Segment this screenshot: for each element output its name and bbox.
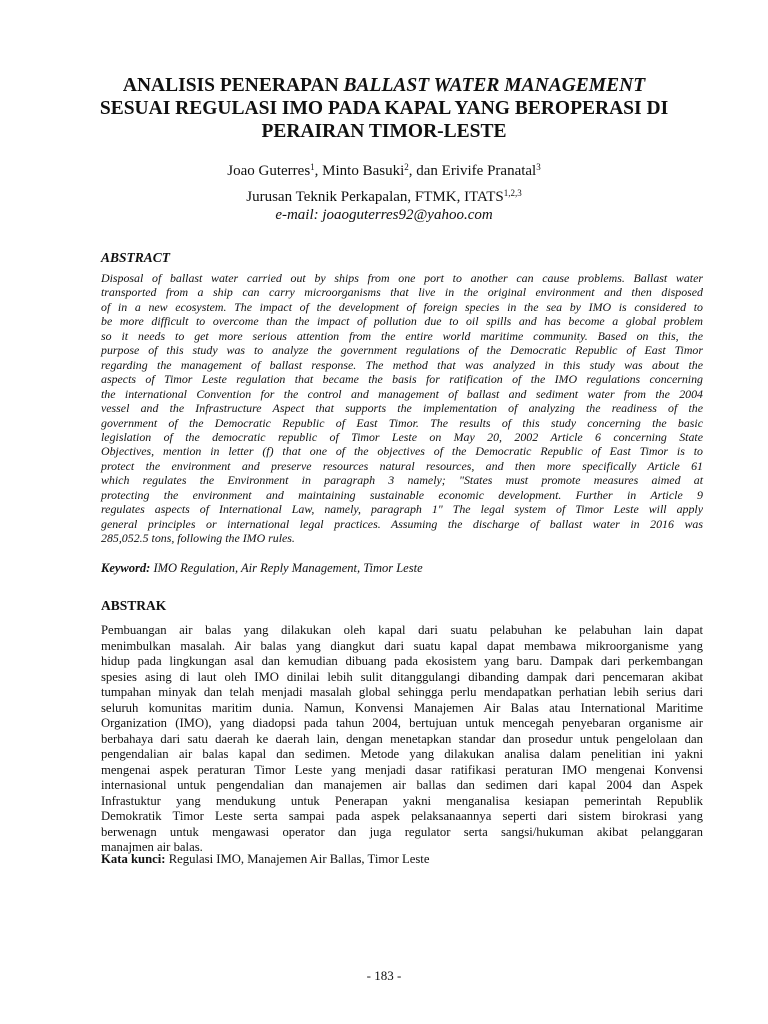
abstrak-line: spesies asing di laut oleh IMO dinilai lebih sulit ditanggulangi dibanding dampak dari pencemaran akibat bbox=[101, 669, 703, 684]
title-line-2: SESUAI REGULASI IMO PADA KAPAL YANG BEROPERASI DI bbox=[99, 98, 669, 119]
title-line-1-italic: BALLAST WATER MANAGEMENT bbox=[343, 75, 646, 96]
abstract-line: regarding the management of ballast response. The method that was analyzed in this study was about the bbox=[101, 357, 703, 372]
abstract-line: Disposal of ballast water carried out by ships from one port to another can cause problems. Ballast water bbox=[101, 271, 703, 285]
abstract-line: so it needs to get more serious attention from the entire world maritime community. Based on this, the bbox=[101, 328, 703, 343]
affiliation-text: Jurusan Teknik Perkapalan, FTMK, ITATS bbox=[246, 189, 504, 205]
kata-kunci-label: Kata kunci: bbox=[101, 852, 166, 866]
author-email: e-mail: joaoguterres92@yahoo.com bbox=[275, 207, 493, 223]
abstract-line: be more difficult to overcome than the impact of pollution due to oil spills and has become a global problem bbox=[101, 314, 703, 329]
abstract-line: legislation of the democratic republic of Timor Leste on May 20, 2002 Article 6 concerning State bbox=[101, 429, 703, 444]
abstrak-line: pengendalian air balas kapal dan sedimen. Metode yang dilakukan analisa dalam penelitian ini yakni bbox=[101, 747, 703, 761]
abstrak-line: internasional untuk pengendalian dan manajemen air ballas dan sedimen dari kapal 2004 dan Aspek bbox=[101, 778, 703, 792]
page-number: - 183 - bbox=[366, 968, 402, 983]
abstract-line: general principles or international legal practices. Assuming the discharge of ballast water in 2016 was bbox=[101, 516, 703, 531]
keyword-value: IMO Regulation, Air Reply Management, Timor Leste bbox=[150, 561, 423, 575]
author-2: , Minto Basuki bbox=[314, 163, 405, 179]
paper-title bbox=[60, 74, 708, 143]
author-list bbox=[0, 162, 768, 180]
title-line-1 bbox=[60, 74, 708, 97]
kata-kunci-value: Regulasi IMO, Manajemen Air Ballas, Timor Leste bbox=[165, 852, 430, 866]
abstrak-line: tumpahan minyak dan telah menjadi masalah global sehingga perlu mendapatkan perhatian lebih serius dari bbox=[101, 685, 703, 699]
abstract-line: government of the Democratic Republic of East Timor. The results of this study concerning the basic bbox=[101, 415, 703, 430]
abstract-line: 285,052.5 tons, following the IMO rules. bbox=[101, 531, 295, 546]
abstrak-line: Pembuangan air balas yang dilakukan oleh kapal dari suatu pelabuhan ke pelabuhan lain dapat bbox=[101, 623, 703, 637]
author-2-sup: 2 bbox=[404, 162, 409, 172]
abstract-heading: ABSTRACT bbox=[101, 250, 171, 265]
abstract-line: protect the environment and preserve resources natural resources, and then more specifically Article 61 bbox=[101, 458, 703, 473]
abstrak-line: Demokratik Timor Leste serta sampai pada aspek pelaksanaannya seperti dari sistem birokrasi yang bbox=[101, 809, 703, 823]
title-line-1-prefix: ANALISIS PENERAPAN bbox=[122, 75, 344, 96]
author-1: Joao Guterres bbox=[227, 163, 311, 179]
abstract-line: protecting the environment and maintaining sustainable economic development. Further in Article 9 bbox=[101, 487, 703, 502]
abstract-line: aspects of Timor Leste regulation that became the basis for ratification of the IMO regulations concerning bbox=[101, 372, 703, 387]
abstract-line: transported from a ship can carry microorganisms that live in the original environment and then disposed bbox=[101, 285, 703, 300]
abstrak-line: seluruh komunitas maritim dunia. Namun, Konvensi Manajemen Air Balas atau International Maritime bbox=[101, 700, 703, 715]
abstract-body bbox=[101, 271, 703, 546]
abstrak-line: Infrastuktur yang mendukung untuk Penerapan yakni menganalisa kesiapan pemerintah Republik bbox=[101, 793, 703, 808]
abstract-line: Objectives, mention in letter (f) that one of the objectives of the Democratic Republic of East Timor is to bbox=[101, 444, 703, 459]
abstrak-heading: ABSTRAK bbox=[101, 598, 167, 613]
keyword-label: Keyword: bbox=[101, 561, 151, 575]
abstract-line: regulates aspects of International Law, namely, paragraph 1" The legal system of Timor Leste will apply bbox=[101, 502, 703, 517]
title-line-3: PERAIRAN TIMOR-LESTE bbox=[261, 121, 507, 142]
abstract-line: vessel and the Infrastructure Aspect that supports the implementation of analyzing the readiness of the bbox=[101, 401, 703, 416]
affiliation bbox=[0, 188, 768, 206]
keyword-line bbox=[101, 561, 423, 576]
abstrak-line: berbahaya dari satu daerah ke daerah lain, dengan menetapkan standar dan prosedur untuk pengelolaan dan bbox=[101, 731, 703, 746]
affiliation-sup: 1,2,3 bbox=[503, 188, 522, 198]
abstrak-line: menimbulkan masalah. Air balas yang diangkut dari suatu kapal dapat membawa mikroorganisme yang bbox=[101, 638, 703, 653]
abstrak-line: hidup pada lingkungan asal dan kemudian dibuang pada ekosistem yang baru. Dampak dari perkembangan bbox=[101, 654, 703, 668]
abstrak-line: Organization (IMO), yang diadopsi pada tahun 2004, bertujuan untuk mencegah penyebaran organisme air bbox=[101, 716, 703, 730]
abstrak-line: mengenai aspek peraturan Timor Leste yang menjadi dasar ratifikasi peraturan IMO mengenai Konvensi bbox=[101, 762, 703, 777]
author-3-sup: 3 bbox=[536, 162, 541, 172]
abstract-line: purpose of this study was to analyze the government regulations of the Democratic Republic of East Timor bbox=[101, 343, 703, 358]
abstract-line: the international Convention for the control and management of ballast and sediment water from the 2004 bbox=[101, 386, 703, 401]
kata-kunci-line bbox=[101, 852, 429, 867]
abstract-line: of in a new ecosystem. The impact of the development of foreign species in the sea by IMO is considered to bbox=[101, 299, 703, 314]
abstrak-line: manajmen air balas. bbox=[101, 840, 203, 854]
abstract-line: which regulates the Environment in paragraph 3 namely; "States must promote measures aimed at bbox=[101, 473, 703, 488]
abstrak-line: berwenagn untuk mengawasi operator dan juga regulator serta sangsi/hukuman akibat pelanggaran bbox=[101, 824, 703, 839]
author-1-sup: 1 bbox=[310, 162, 315, 172]
author-3: , dan Erivife Pranatal bbox=[408, 163, 537, 179]
abstrak-body bbox=[101, 623, 703, 856]
